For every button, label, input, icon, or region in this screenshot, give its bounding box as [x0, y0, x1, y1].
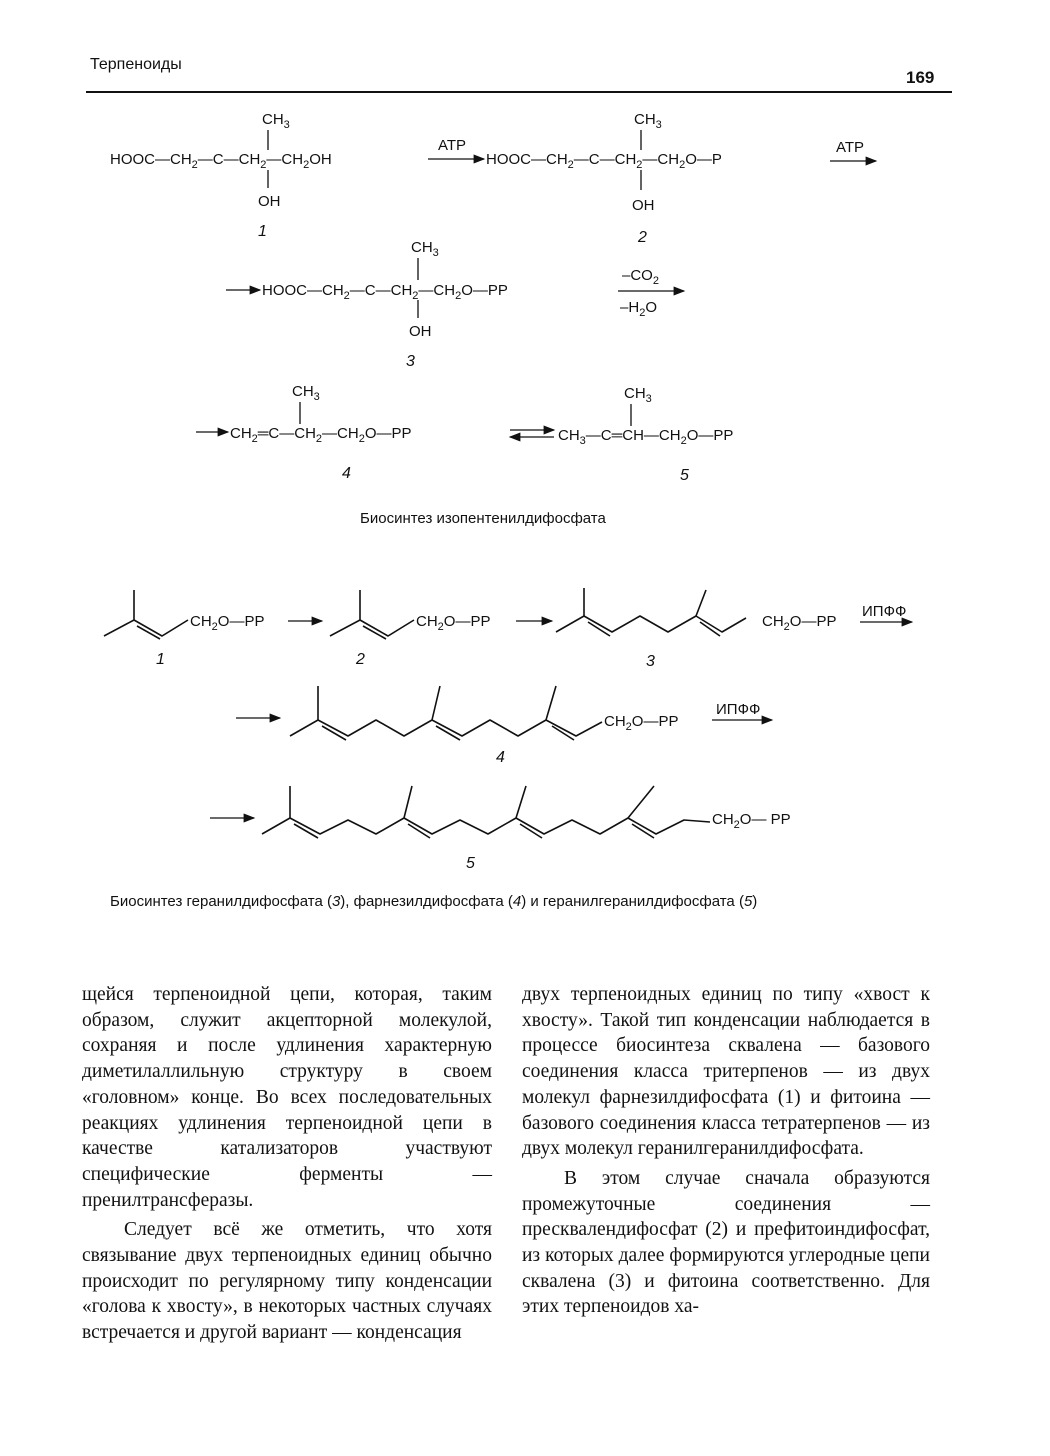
- running-header: Терпеноиды: [90, 56, 182, 73]
- skeleton-5: [262, 786, 710, 834]
- compound-4-formula: [230, 383, 412, 445]
- compound-label-2: 2: [638, 229, 647, 246]
- svg-text:CH3: $CH_3$: [411, 239, 439, 259]
- paragraph: двух терпеноидных единиц по типу «хвост к хвосту». Такой тип конденсации наблюдается в процессе биосинтеза сквалена — базового соединения класса тритерпенов — из двух молекул фарнезилдифосфата (1) и фитоина — базового соединения класса тетратерпенов — из двух молекул геранилгеранилдифосфата.: [522, 984, 930, 1160]
- svg-text:OH: OH: [632, 197, 655, 214]
- ipff-label-1: ИПФФ: [862, 603, 907, 620]
- paragraph: В этом случае сначала образуются промежуточные соединения — пресквалендифосфат (2) и префитоиндифосфат, из которых далее формируются углеродные цепи сквалена (3) и фитоина соответственно. Для этих терпеноидов ха-: [522, 1167, 930, 1318]
- scheme1-caption: Биосинтез изопентенилдифосфата: [360, 510, 606, 527]
- page-number: 169: [906, 68, 935, 87]
- svg-text:CH3: $CH_3$: [262, 111, 290, 131]
- compound-label-1: 1: [258, 223, 267, 240]
- svg-text:CH3: $CH_3$: [634, 111, 662, 131]
- equilibrium-arrows: [510, 430, 554, 437]
- svg-text:CH3: $CH_3$: [624, 385, 652, 405]
- svg-text:HOOC—CH2—C—CH2—CH2O—PP: $HOOC—CH_2—C—CH_2—CH_2O—PP$: [262, 282, 508, 302]
- svg-text:CH3: $CH_3$: [292, 383, 320, 403]
- svg-text:OH: OH: [409, 323, 432, 340]
- svg-text:ATP: ATP: [836, 139, 865, 156]
- scheme-prenyl-elongation: [0, 540, 1050, 920]
- skeleton-2: [330, 590, 414, 636]
- svg-text:–H2O: $-H_2O$: [620, 299, 657, 319]
- skeleton-1: [104, 590, 188, 636]
- compound-2-formula: [486, 111, 722, 214]
- skeleton-3-geranyl: [556, 588, 746, 632]
- compound-1-formula: [110, 111, 332, 210]
- chain-label-2: 2: [356, 651, 365, 668]
- ipff-label-2: ИПФФ: [716, 701, 761, 718]
- chain-label-3: 3: [646, 653, 655, 670]
- chain-label-5: 5: [466, 855, 475, 872]
- svg-text:–CO2: $-CO_2$: [622, 267, 659, 287]
- compound-label-3: 3: [406, 353, 415, 370]
- svg-text:HOOC—CH2—C—CH2—CH2OH: $HOOC—CH_2—C—CH_2—CH_2OH$: [110, 151, 332, 171]
- svg-text:CH2O—PP: $CH_2O—PP$: [762, 613, 837, 633]
- scheme2-caption: Биосинтез геранилдифосфата (3), фарнезилдифосфата (4) и геранилгеранилдифосфата (5): [110, 893, 758, 910]
- svg-text:CH2O—PP: $CH_2O—PP$: [416, 613, 491, 633]
- arrow-atp-2: [830, 139, 876, 161]
- svg-text:CH2O—PP: $CH_2O—PP$: [604, 713, 679, 733]
- compound-label-5: 5: [680, 467, 689, 484]
- compound-label-4: 4: [342, 465, 351, 482]
- paragraph: щейся терпеноидной цепи, которая, таким образом, служит акцепторной молекулой, сохраняя и после удлинения характерную диметилаллильную структуру в своем «головном» конце. Во всех последовательных реакциях удлинения терпеноидной цепи в качестве катализаторов участвуют специфические ферменты — пренилтрансферазы.: [82, 984, 492, 1211]
- svg-text:OH: OH: [258, 193, 281, 210]
- paragraph: Следует всё же отметить, что хотя связывание двух терпеноидных единиц обычно происходит по регулярному типу конденсации «голова к хвосту», в некоторых частных случаях встречается и другой вариант — конденсация: [82, 1219, 492, 1344]
- scheme-isopentenyl: [0, 0, 1050, 540]
- arrow-decarboxylation: [618, 267, 684, 319]
- body-column-right: [522, 982, 930, 1320]
- compound-3-formula: [262, 239, 508, 340]
- svg-text:CH2═C—CH2—CH2O—PP: $CH_2═C—CH_2—CH_2O—PP$: [230, 425, 412, 445]
- svg-text:CH2O—PP: $CH_2O—PP$: [190, 613, 265, 633]
- svg-text:CH2O— PP: $CH_2O—$ PP: [712, 811, 791, 831]
- arrow-atp-1: [428, 137, 484, 159]
- chain-label-4: 4: [496, 749, 505, 766]
- chain-label-1: 1: [156, 651, 165, 668]
- svg-text:CH3—C═CH—CH2O—PP: $CH_3—C═CH—CH_2O—PP$: [558, 427, 734, 447]
- svg-text:ATP: ATP: [438, 137, 467, 154]
- compound-5-formula: [558, 385, 733, 447]
- svg-text:HOOC—CH2—C—CH2—CH2O—P: $HOOC—CH_2—C—CH_2—CH_2O—P$: [486, 151, 722, 171]
- body-column-left: [82, 982, 492, 1346]
